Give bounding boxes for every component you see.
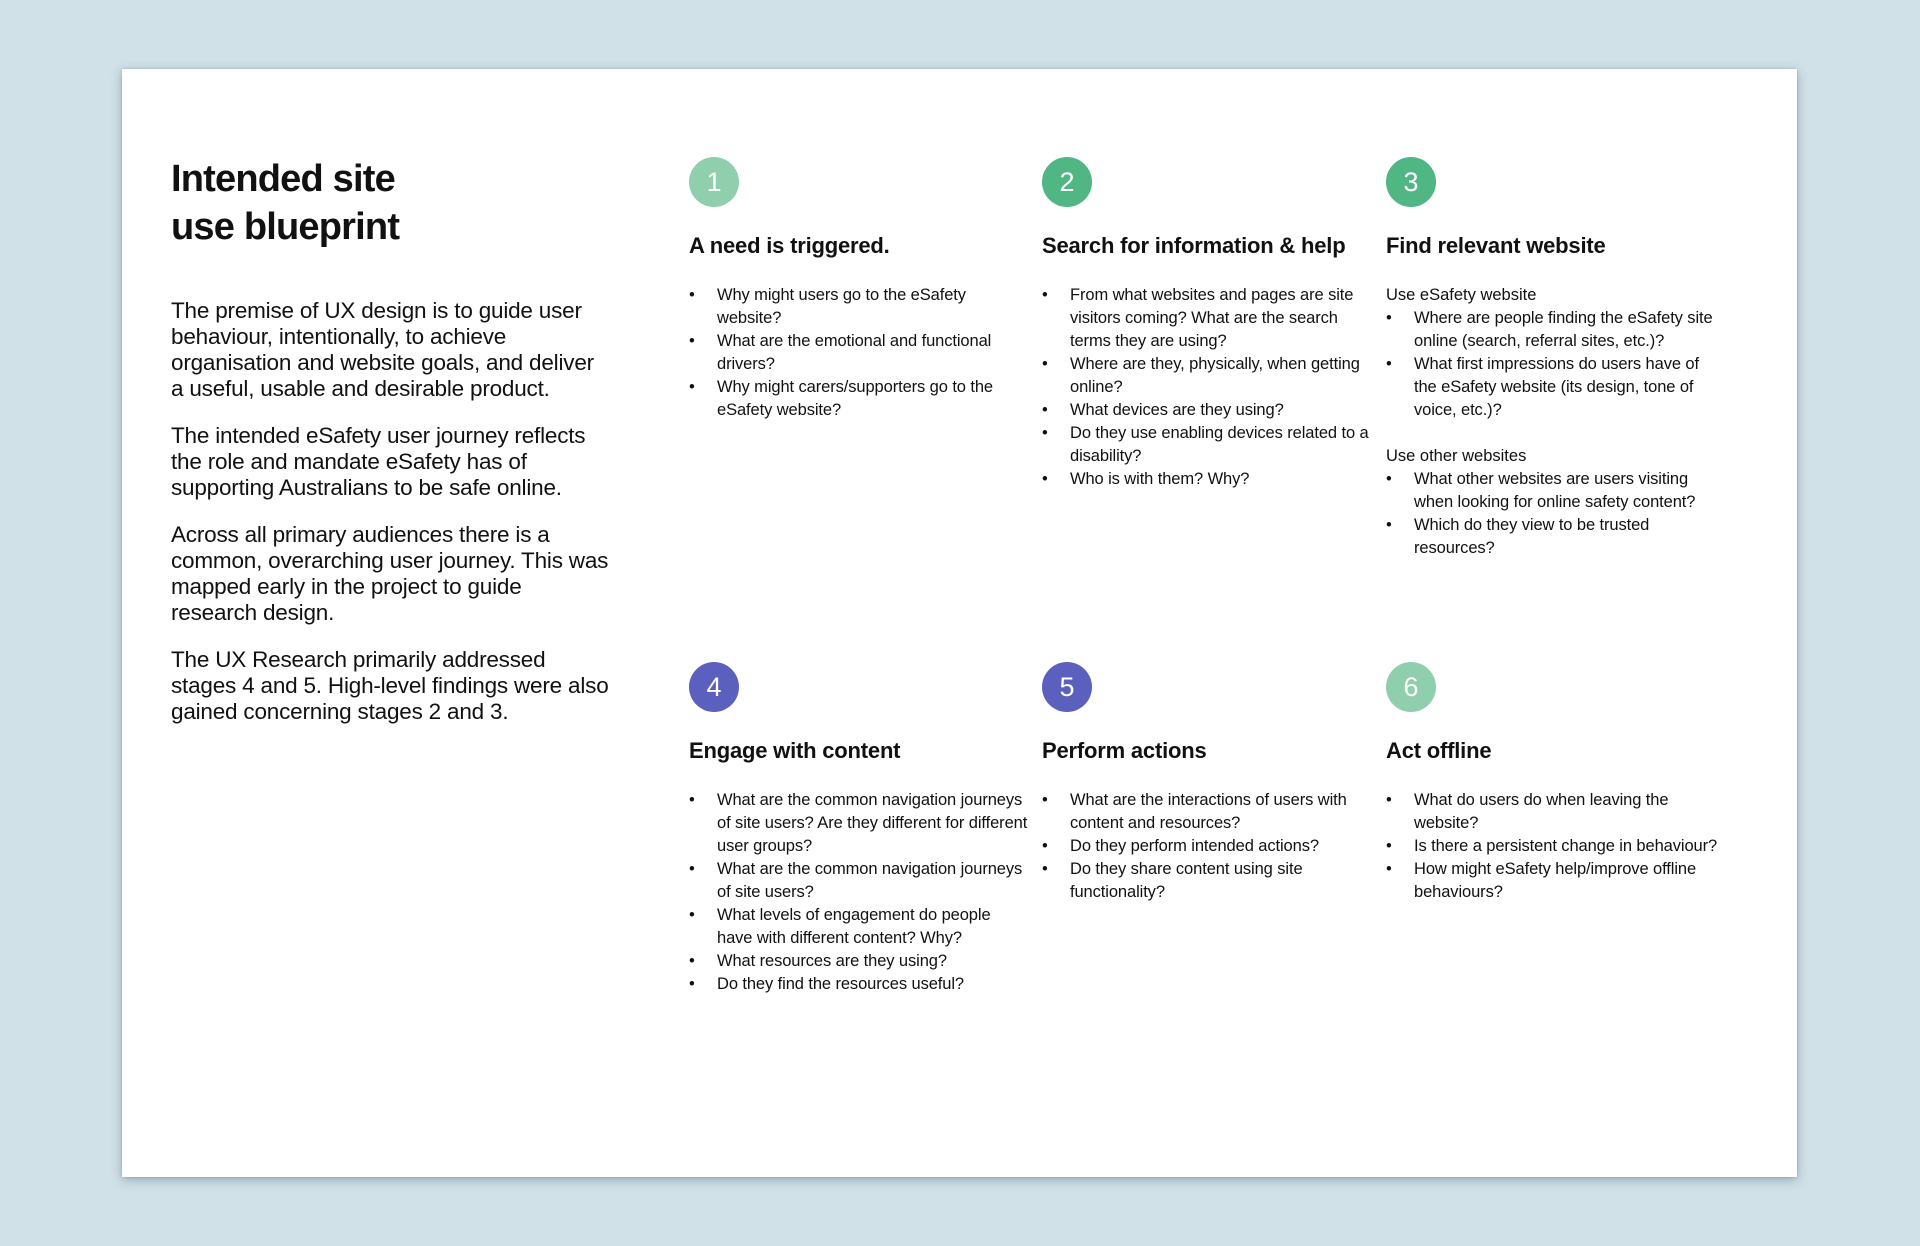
list-item-text: Why might carers/supporters go to the eSafety website?: [717, 378, 994, 419]
list-item: [1042, 858, 1382, 904]
intro-paragraph: The premise of UX design is to guide user behaviour, intentionally, to achieve organisation and website goals, and deliver a useful, usable and desirable product.: [171, 298, 594, 401]
list-item-text: Which do they view to be trusted resources?: [1414, 516, 1650, 557]
list-item-text: Do they perform intended actions?: [1070, 837, 1319, 855]
bullet-icon: •: [689, 332, 695, 350]
list-item: [1386, 858, 1726, 904]
intro-column: [171, 155, 611, 746]
intro-paragraph: Across all primary audiences there is a common, overarching user journey. This was mapped early in the project to guide research design.: [171, 522, 609, 625]
group-heading: Use eSafety website: [1386, 286, 1537, 304]
bullet-icon: •: [1386, 791, 1392, 809]
stage-number-badge: 3: [1386, 157, 1436, 207]
bullet-icon: •: [1386, 355, 1392, 373]
stage-title: Act offline: [1386, 738, 1492, 763]
list-item: [1042, 468, 1382, 491]
bullet-icon: •: [689, 952, 695, 970]
list-item: [1042, 789, 1382, 835]
document-page: [122, 69, 1797, 1177]
list-item: [689, 950, 1029, 973]
list-item-text: From what websites and pages are site visitors coming? What are the search terms they are using?: [1070, 286, 1354, 350]
stage-3: [1386, 157, 1716, 557]
list-item: [689, 284, 1029, 330]
stage-6: [1386, 662, 1718, 901]
list-item-text: What resources are they using?: [717, 952, 947, 970]
stage-questions: [1386, 284, 1726, 560]
stage-number-badge: 6: [1386, 662, 1436, 712]
list-item-text: What are the common navigation journeys of site users?: [717, 860, 1023, 901]
list-item: [689, 789, 1029, 858]
list-item-text: Where are they, physically, when getting online?: [1070, 355, 1360, 396]
stage-4: [689, 662, 1028, 993]
list-item-text: What do users do when leaving the website?: [1414, 791, 1669, 832]
bullet-icon: •: [1386, 309, 1392, 327]
list-item-text: What devices are they using?: [1070, 401, 1284, 419]
stage-questions: [1386, 789, 1726, 904]
list-item-text: What other websites are users visiting when looking for online safety content?: [1414, 470, 1696, 511]
list-item-text: Do they find the resources useful?: [717, 975, 964, 993]
list-item: [689, 330, 1029, 376]
stage-2: [1042, 157, 1372, 488]
stage-number-badge: 1: [689, 157, 739, 207]
stage-title: Engage with content: [689, 738, 901, 763]
stage-questions: [1042, 789, 1382, 904]
list-item: [1386, 353, 1726, 422]
list-item-text: What are the emotional and functional drivers?: [717, 332, 992, 373]
stage-number-badge: 4: [689, 662, 739, 712]
page-title: [171, 155, 611, 251]
stage-number-badge: 2: [1042, 157, 1092, 207]
bullet-icon: •: [1042, 355, 1048, 373]
list-item: [1386, 468, 1726, 514]
bullet-icon: •: [1386, 516, 1392, 534]
stage-title: Find relevant website: [1386, 233, 1606, 258]
list-item-text: What first impressions do users have of the eSafety website (its design, tone of voice, etc.)?: [1414, 355, 1699, 419]
stage-1: [689, 157, 1019, 419]
list-item: [1386, 307, 1726, 353]
list-item: [1042, 422, 1382, 468]
stage-title: Perform actions: [1042, 738, 1207, 763]
bullet-icon: •: [1042, 837, 1048, 855]
bullet-icon: •: [1386, 470, 1392, 488]
list-item: [1042, 835, 1382, 858]
list-item-text: What are the interactions of users with content and resources?: [1070, 791, 1347, 832]
bullet-icon: •: [1386, 837, 1392, 855]
list-item-text: Do they share content using site functionality?: [1070, 860, 1303, 901]
stage-questions: [689, 789, 1029, 996]
bullet-icon: •: [689, 791, 695, 809]
list-item: [1386, 514, 1726, 560]
stage-5: [1042, 662, 1372, 901]
stage-title: Search for information & help: [1042, 233, 1346, 258]
list-item: [1386, 835, 1726, 858]
bullet-icon: •: [689, 975, 695, 993]
bullet-icon: •: [1386, 860, 1392, 878]
stage-title: A need is triggered.: [689, 233, 890, 258]
list-item-text: Where are people finding the eSafety site online (search, referral sites, etc.)?: [1414, 309, 1713, 350]
bullet-icon: •: [1042, 401, 1048, 419]
bullet-icon: •: [1042, 470, 1048, 488]
page-title-line-2: use blueprint: [171, 206, 400, 248]
stage-number-badge: 5: [1042, 662, 1092, 712]
list-item: [1042, 284, 1382, 353]
bullet-icon: •: [1042, 286, 1048, 304]
stage-questions: [1042, 284, 1382, 491]
list-item-text: Is there a persistent change in behaviour?: [1414, 837, 1718, 855]
list-item-text: Do they use enabling devices related to a disability?: [1070, 424, 1369, 465]
list-item: [689, 973, 1029, 996]
bullet-icon: •: [689, 860, 695, 878]
bullet-icon: •: [1042, 860, 1048, 878]
bullet-icon: •: [1042, 791, 1048, 809]
list-item-text: What are the common navigation journeys of site users? Are they different for different user groups?: [717, 791, 1028, 855]
intro-paragraph: The UX Research primarily addressed stages 4 and 5. High-level findings were also gained concerning stages 2 and 3.: [171, 647, 609, 724]
list-item-text: Who is with them? Why?: [1070, 470, 1250, 488]
list-item: [689, 858, 1029, 904]
intro-paragraph: The intended eSafety user journey reflects the role and mandate eSafety has of supporting Australians to be safe online.: [171, 423, 586, 500]
group-heading: Use other websites: [1386, 447, 1527, 465]
bullet-icon: •: [689, 286, 695, 304]
bullet-icon: •: [689, 906, 695, 924]
stage-questions: [689, 284, 1029, 422]
list-item: [1386, 789, 1726, 835]
list-item: [1042, 353, 1382, 399]
list-item-text: How might eSafety help/improve offline behaviours?: [1414, 860, 1697, 901]
list-item-text: What levels of engagement do people have with different content? Why?: [717, 906, 991, 947]
list-item-text: Why might users go to the eSafety website?: [717, 286, 966, 327]
bullet-icon: •: [1042, 424, 1048, 442]
page-title-line-1: Intended site: [171, 158, 395, 200]
list-item: [689, 376, 1029, 422]
list-item: [689, 904, 1029, 950]
bullet-icon: •: [689, 378, 695, 396]
list-item: [1042, 399, 1382, 422]
